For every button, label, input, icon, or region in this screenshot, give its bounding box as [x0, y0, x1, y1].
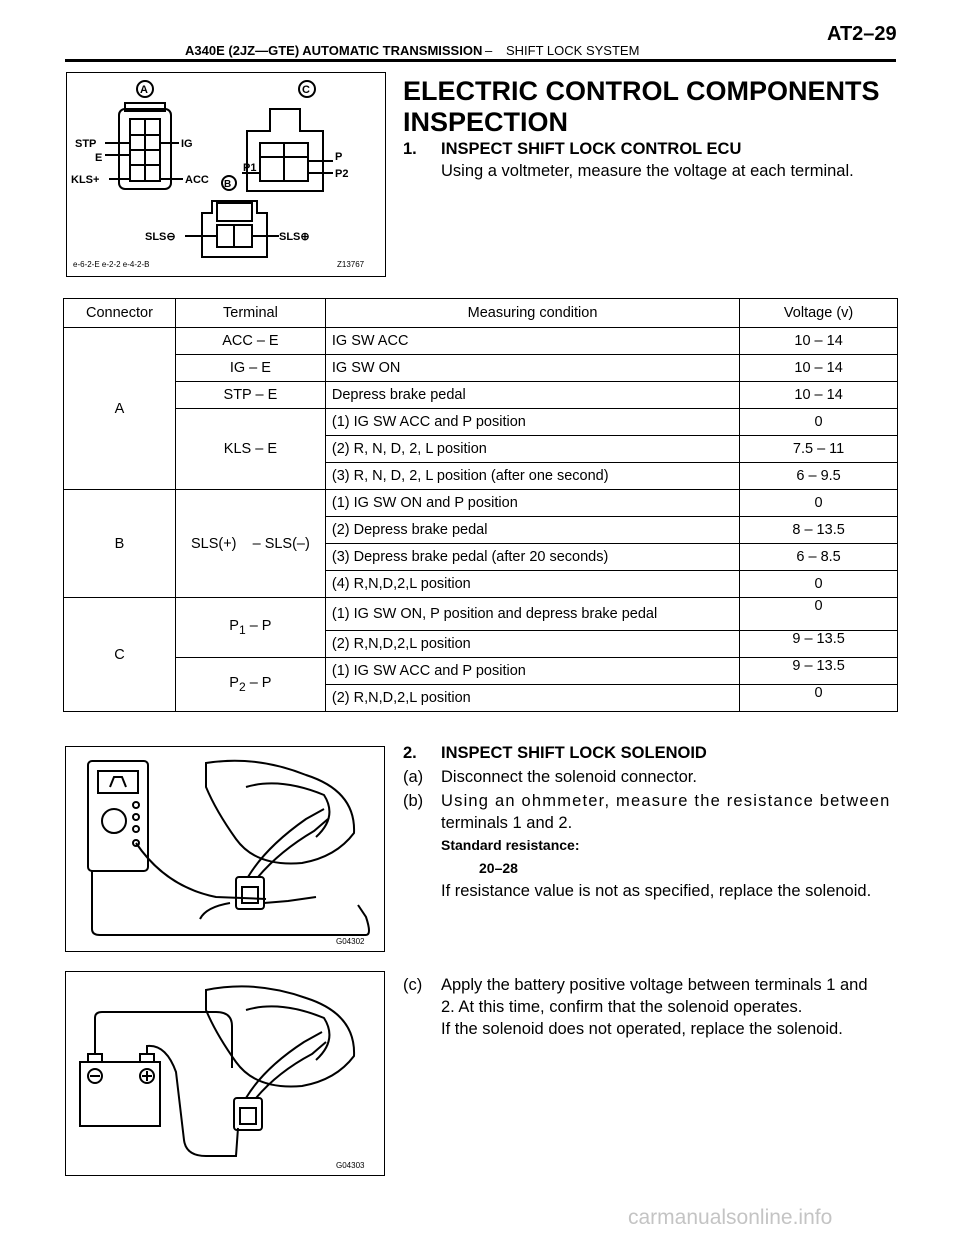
- connector-diagram-drawing: [67, 73, 385, 276]
- heading-line-2: INSPECTION: [403, 107, 569, 137]
- step2-a-label: (a): [403, 768, 424, 786]
- voltage-cell: 0: [740, 490, 898, 517]
- voltage-cell: 7.5 – 11: [740, 436, 898, 463]
- terminal-cell: ACC – E: [175, 328, 325, 355]
- condition-cell: (2) R, N, D, 2, L position: [325, 436, 739, 463]
- battery-drawing: [66, 972, 384, 1175]
- terminal-p1-sub: 1: [238, 622, 246, 637]
- step2-b-label: (b): [403, 792, 424, 810]
- watermark[interactable]: carmanualsonline.info: [628, 1206, 833, 1229]
- terminal-p1-base: P: [229, 618, 239, 635]
- step1-text: Using a voltmeter, measure the voltage at each terminal.: [441, 162, 854, 180]
- condition-cell: (2) Depress brake pedal: [325, 517, 739, 544]
- label-kls: KLS+: [71, 174, 100, 186]
- label-ig: IG: [181, 138, 193, 150]
- label-b: B: [224, 179, 232, 190]
- voltage-table: [63, 298, 898, 712]
- condition-cell: (4) R,N,D,2,L position: [325, 571, 739, 598]
- connector-b: B: [64, 490, 176, 598]
- terminal-cell: SLS(+) – SLS(–): [175, 490, 325, 598]
- connector-a: A: [64, 328, 176, 490]
- heading-line-1: ELECTRIC CONTROL COMPONENTS: [403, 76, 880, 106]
- label-acc: ACC: [185, 174, 209, 186]
- table-header-row: [64, 299, 898, 328]
- terminal-p1-rest: – P: [245, 618, 272, 635]
- header-section: SHIFT LOCK SYSTEM: [506, 43, 640, 58]
- condition-cell: IG SW ON: [325, 355, 739, 382]
- figure2-code: G04302: [336, 937, 365, 946]
- step2-a-text: Disconnect the solenoid connector.: [441, 768, 697, 786]
- condition-cell: (2) R,N,D,2,L position: [325, 685, 739, 712]
- voltage-cell: 0: [740, 685, 898, 712]
- voltage-cell: 10 – 14: [740, 328, 898, 355]
- table-row: [64, 409, 898, 436]
- label-c: C: [302, 84, 310, 96]
- standard-resistance-value: 20–28: [479, 860, 518, 876]
- figure3-code: G04303: [336, 1161, 365, 1170]
- condition-cell: IG SW ACC: [325, 328, 739, 355]
- table-row: [64, 328, 898, 355]
- header-voltage: Voltage (v): [740, 299, 898, 328]
- label-p2: P2: [335, 168, 349, 180]
- standard-resistance-label: Standard resistance:: [441, 837, 580, 853]
- condition-cell: (3) Depress brake pedal (after 20 seconds): [325, 544, 739, 571]
- step2-replace-text: If resistance value is not as specified, replace the solenoid.: [441, 882, 872, 900]
- condition-cell: (1) IG SW ON and P position: [325, 490, 739, 517]
- step2-number: 2.: [403, 744, 417, 762]
- table-row: [64, 382, 898, 409]
- step1-number: 1.: [403, 140, 417, 158]
- condition-cell: Depress brake pedal: [325, 382, 739, 409]
- voltage-cell: 10 – 14: [740, 382, 898, 409]
- terminal-cell: [175, 598, 325, 658]
- page-heading: [403, 76, 893, 138]
- table-row: [64, 490, 898, 517]
- condition-cell: (2) R,N,D,2,L position: [325, 631, 739, 658]
- header-terminal: Terminal: [175, 299, 325, 328]
- header-connector: Connector: [64, 299, 176, 328]
- ohmmeter-drawing: [66, 747, 384, 951]
- label-stp: STP: [75, 138, 97, 150]
- terminal-p2-sub: 2: [238, 679, 246, 694]
- voltage-cell: 0: [740, 598, 898, 631]
- header-condition: Measuring condition: [325, 299, 739, 328]
- ohmmeter-figure: [65, 746, 385, 952]
- step2-title: INSPECT SHIFT LOCK SOLENOID: [441, 744, 707, 762]
- terminal-cell: [175, 658, 325, 712]
- table-row: [64, 355, 898, 382]
- voltage-cell: 6 – 8.5: [740, 544, 898, 571]
- figure1-code: Z13767: [337, 260, 365, 269]
- terminal-p2-base: P: [229, 675, 239, 692]
- terminal-cell: KLS – E: [175, 409, 325, 490]
- terminal-p2-rest: – P: [245, 675, 272, 692]
- header-separator: –: [485, 43, 493, 58]
- step2-c-text-3: If the solenoid does not operated, replace the solenoid.: [441, 1020, 843, 1038]
- condition-cell: (1) IG SW ACC and P position: [325, 658, 739, 685]
- step2-c-text-2: 2. At this time, confirm that the solenoid operates.: [441, 998, 803, 1016]
- label-p: P: [335, 151, 343, 163]
- table-row: [64, 658, 898, 685]
- voltage-cell: 0: [740, 409, 898, 436]
- label-sls-minus: SLS⊖: [145, 231, 176, 243]
- label-p1: P1: [243, 162, 257, 174]
- figure1-caption: e-6-2-E e-2-2 e-4-2-B: [73, 260, 150, 269]
- step2-c-text-1: Apply the battery positive voltage between terminals 1 and: [441, 976, 868, 994]
- voltage-cell: 9 – 13.5: [740, 658, 898, 685]
- step2-b-text-1: Using an ohmmeter, measure the resistance between: [441, 792, 891, 810]
- condition-cell: (3) R, N, D, 2, L position (after one second): [325, 463, 739, 490]
- voltage-cell: 9 – 13.5: [740, 631, 898, 658]
- header-rule: [65, 59, 896, 62]
- label-sls-plus: SLS⊕: [279, 231, 310, 243]
- voltage-cell: 0: [740, 571, 898, 598]
- condition-cell: (1) IG SW ACC and P position: [325, 409, 739, 436]
- connector-diagram: [66, 72, 386, 277]
- step1-title: INSPECT SHIFT LOCK CONTROL ECU: [441, 140, 742, 158]
- page-number: AT2–29: [827, 23, 897, 45]
- battery-figure: [65, 971, 385, 1176]
- voltage-cell: 6 – 9.5: [740, 463, 898, 490]
- voltage-cell: 10 – 14: [740, 355, 898, 382]
- label-e: E: [95, 152, 103, 164]
- connector-c: C: [64, 598, 176, 712]
- condition-cell: (1) IG SW ON, P position and depress brake pedal: [325, 598, 739, 631]
- label-a: A: [140, 84, 148, 96]
- terminal-cell: IG – E: [175, 355, 325, 382]
- step2-b-text-2: terminals 1 and 2.: [441, 814, 573, 832]
- terminal-cell: STP – E: [175, 382, 325, 409]
- table-row: [64, 598, 898, 631]
- header-title: A340E (2JZ—GTE) AUTOMATIC TRANSMISSION: [185, 43, 483, 58]
- step2-c-label: (c): [403, 976, 423, 994]
- voltage-cell: 8 – 13.5: [740, 517, 898, 544]
